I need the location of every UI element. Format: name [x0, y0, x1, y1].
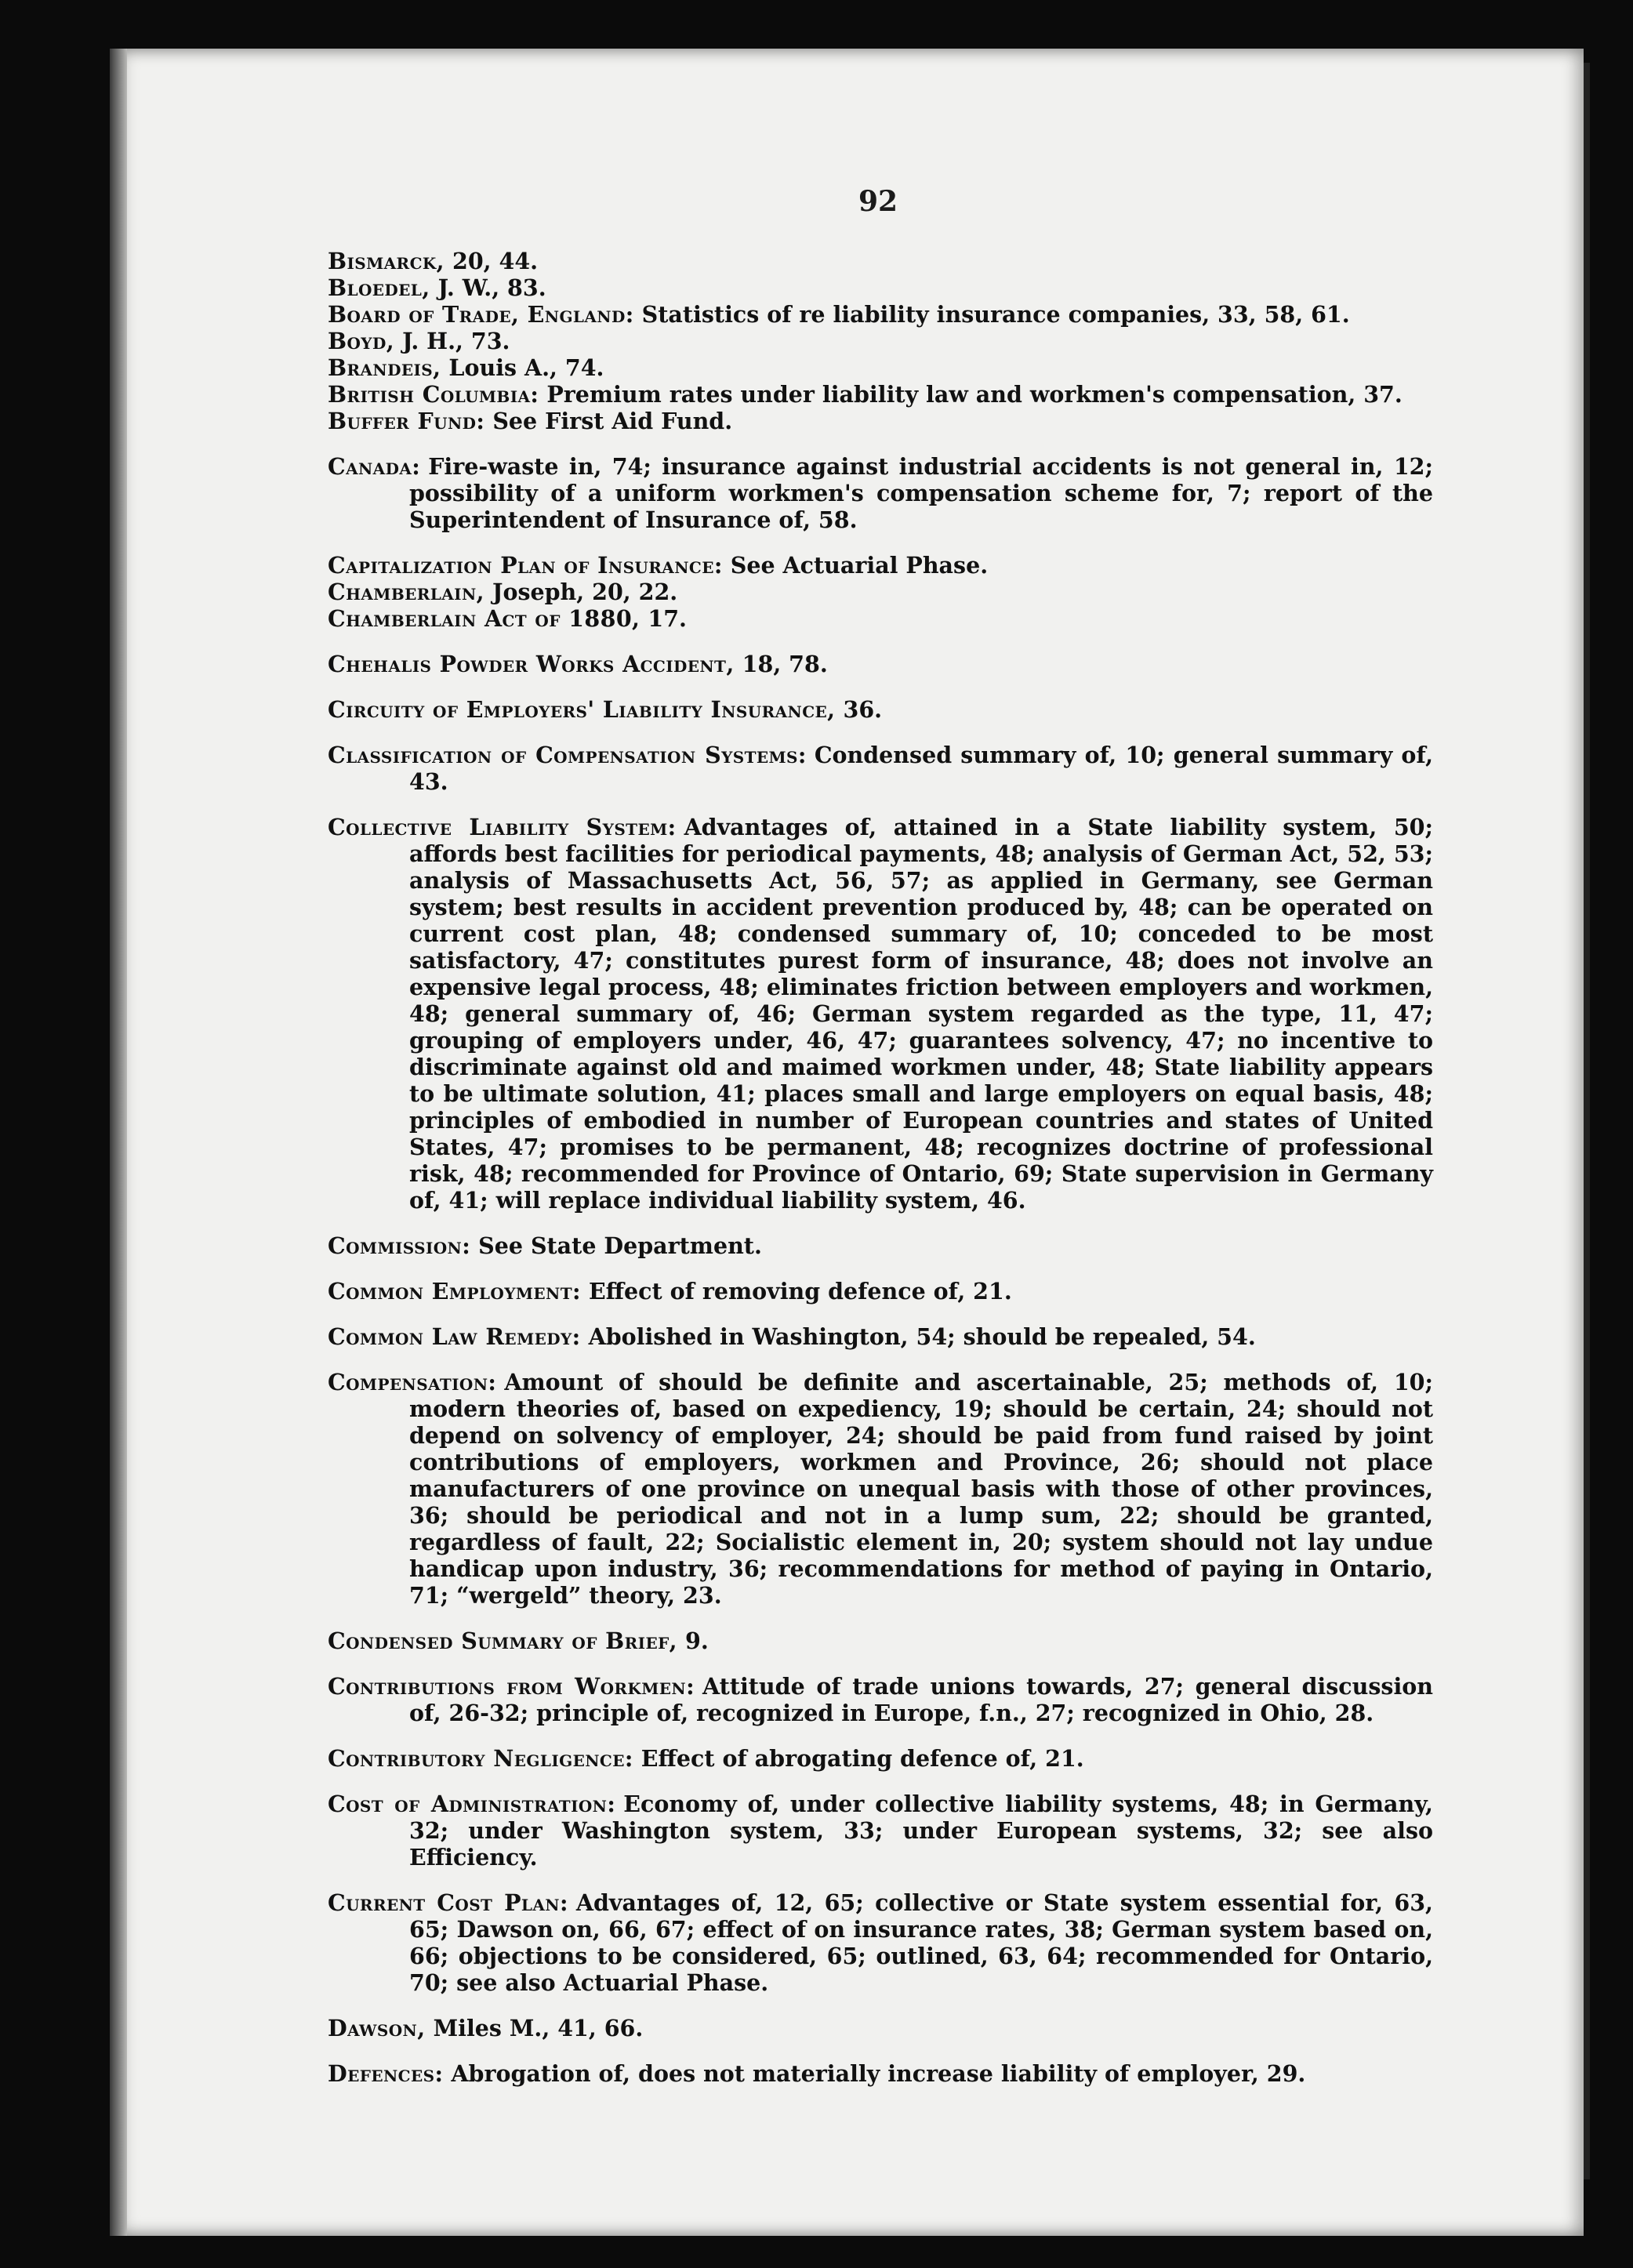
entry-headword: Board of Trade, England: — [328, 301, 634, 328]
entry-text: Effect of abrogating defence of, 21. — [640, 1745, 1084, 1772]
index-entry — [328, 1323, 1433, 1350]
page-gutter-shadow — [110, 49, 127, 2236]
entry-headword: British Columbia: — [328, 381, 539, 408]
entry-headword: Canada: — [328, 453, 421, 480]
entry-text: 18, 78. — [742, 651, 828, 677]
entry-headword: Collective Liability System: — [328, 814, 677, 840]
entry-text: Statistics of re liability insurance companies, 33, 58, 61. — [641, 301, 1350, 328]
entry-headword: Contributions from Workmen: — [328, 1673, 695, 1700]
page-number: 92 — [858, 185, 898, 218]
entry-text: See First Aid Fund. — [492, 408, 733, 434]
entry-text: Premium rates under liability law and workmen's compensation, 37. — [546, 381, 1403, 408]
entry-text: Fire-waste in, 74; insurance against industrial accidents is not general in, 12; possibility of a uniform workmen's compensation scheme for, 7; report of the Superintendent of Insurance of, 58. — [409, 453, 1433, 533]
index-entry — [328, 552, 1433, 579]
index-entry — [328, 605, 1433, 632]
entry-headword: Contributory Negligence: — [328, 1745, 633, 1772]
entry-headword: Chamberlain Act of 1880, — [328, 605, 640, 632]
entry-headword: Current Cost Plan: — [328, 1889, 568, 1916]
entry-text: Miles M., 41, 66. — [433, 2015, 644, 2041]
index-entry — [328, 814, 1433, 1214]
entry-text: Abrogation of, does not materially increase liability of employer, 29. — [451, 2060, 1306, 2087]
entry-text: J. H., 73. — [402, 328, 510, 354]
index-entry — [328, 1369, 1433, 1609]
entry-text: J. W., 83. — [437, 274, 546, 301]
entry-text: Economy of, under collective liability systems, 48; in Germany, 32; under Washington system, 33; under European systems, 32; see also Efficiency. — [409, 1791, 1433, 1871]
entry-text: Abolished in Washington, 54; should be repealed, 54. — [588, 1323, 1256, 1350]
entry-text: See Actuarial Phase. — [730, 552, 989, 579]
binding-edge-right — [1584, 63, 1590, 2179]
entry-text: Condensed summary of, 10; general summary of, 43. — [409, 742, 1433, 795]
entry-headword: Chamberlain, — [328, 579, 484, 605]
entry-headword: Condensed Summary of Brief, — [328, 1628, 678, 1654]
entry-headword: Classification of Compensation Systems: — [328, 742, 807, 768]
entry-headword: Buffer Fund: — [328, 408, 485, 434]
index-entry — [328, 301, 1433, 328]
index-entry — [328, 408, 1433, 434]
entry-headword: Common Employment: — [328, 1278, 581, 1305]
index-entry — [328, 1628, 1433, 1654]
entry-text: Joseph, 20, 22. — [492, 579, 678, 605]
entry-headword: Commission: — [328, 1232, 471, 1259]
entry-text: Amount of should be definite and ascertainable, 25; methods of, 10; modern theories of, based on expediency, 19; should be certain, 24; should not depend on solvency of employer, 24; should be paid from fund raised by joint contributions of employers, workmen and Province, 26; should not place manufacturers of one province on unequal basis with those of other provinces, 36; should be periodical and not in a lump sum, 22; should be granted, regardless of fault, 22; Socialistic element in, 20; system should not lay undue handicap upon industry, 36; recommendations for method of paying in Ontario, 71; “wergeld” theory, 23. — [409, 1369, 1433, 1609]
entry-headword: Circuity of Employers' Liability Insurance, — [328, 696, 836, 723]
entry-headword: Boyd, — [328, 328, 395, 354]
entry-text: Advantages of, attained in a State liability system, 50; affords best facilities for periodical payments, 48; analysis of German Act, 52, 53; analysis of Massachusetts Act, 56, 57; as applied in Germany, see German system; best results in accident prevention produced by, 48; can be operated on current cost plan, 48; condensed summary of, 10; conceded to be most satisfactory, 47; constitutes purest form of insurance, 48; does not involve an expensive legal process, 48; eliminates friction between employers and workmen, 48; general summary of, 46; German system regarded as the type, 11, 47; grouping of employers under, 46, 47; guarantees solvency, 47; no incentive to discriminate against old and maimed workmen under, 48; State liability appears to be ultimate solution, 41; places small and large employers on equal basis, 48; principles of embodied in number of European countries and states of United States, 47; promises to be permanent, 48; recognizes doctrine of professional risk, 48; recommended for Province of Ontario, 69; State supervision in Germany of, 41; will replace individual liability system, 46. — [409, 814, 1433, 1214]
index-entry — [328, 1232, 1433, 1259]
entry-text: Advantages of, 12, 65; collective or State system essential for, 63, 65; Dawson on, 66, 67; effect of on insurance rates, 38; German system based on, 66; objections to be considered, 65; outlined, 63, 64; recommended for Ontario, 70; see also Actuarial Phase. — [409, 1889, 1433, 1996]
index-entries — [328, 248, 1433, 2087]
index-entry — [328, 2060, 1433, 2087]
entry-headword: Chehalis Powder Works Accident, — [328, 651, 735, 677]
index-entry — [328, 579, 1433, 605]
index-entry — [328, 274, 1433, 301]
index-entry — [328, 328, 1433, 354]
entry-text: 20, 44. — [452, 248, 539, 274]
index-entry — [328, 1791, 1433, 1871]
index-entry — [328, 1745, 1433, 1772]
index-entry — [328, 651, 1433, 677]
entry-text: 17. — [648, 605, 687, 632]
entry-text: 36. — [843, 696, 883, 723]
index-entry — [328, 453, 1433, 533]
entry-headword: Dawson, — [328, 2015, 426, 2041]
index-entry — [328, 696, 1433, 723]
entry-headword: Defences: — [328, 2060, 444, 2087]
entry-headword: Cost of Administration: — [328, 1791, 616, 1817]
index-entry — [328, 1673, 1433, 1726]
index-entry — [328, 1889, 1433, 1996]
entry-headword: Capitalization Plan of Insurance: — [328, 552, 723, 579]
entry-text: Effect of removing defence of, 21. — [588, 1278, 1012, 1305]
entry-text: 9. — [685, 1628, 709, 1654]
entry-headword: Brandeis, — [328, 354, 441, 381]
entry-text: Attitude of trade unions towards, 27; general discussion of, 26-32; principle of, recognized in Europe, f.n., 27; recognized in Ohio, 28. — [409, 1673, 1433, 1726]
index-entry — [328, 2015, 1433, 2041]
entry-text: Louis A., 74. — [448, 354, 604, 381]
entry-headword: Common Law Remedy: — [328, 1323, 581, 1350]
entry-headword: Compensation: — [328, 1369, 497, 1395]
entry-headword: Bloedel, — [328, 274, 430, 301]
index-entry — [328, 742, 1433, 795]
index-entry — [328, 248, 1433, 274]
entry-text: See State Department. — [478, 1232, 762, 1259]
index-entry — [328, 1278, 1433, 1305]
index-entry — [328, 354, 1433, 381]
index-entry — [328, 381, 1433, 408]
entry-headword: Bismarck, — [328, 248, 445, 274]
